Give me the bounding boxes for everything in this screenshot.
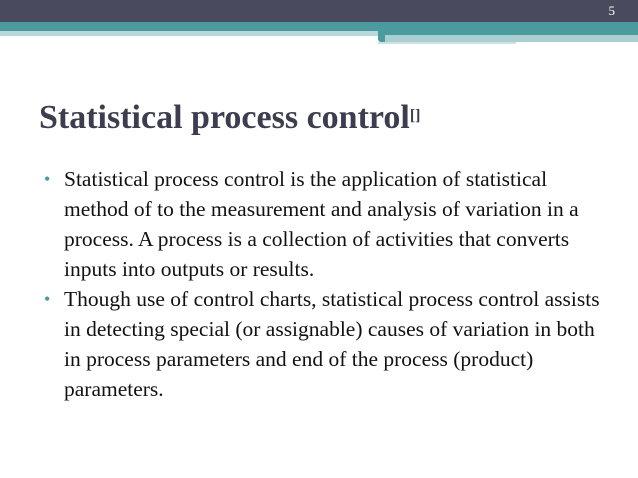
bullet-marker-icon: • bbox=[44, 169, 51, 189]
bullet-text: Though use of control charts, statistical process control assists in detecting special (or assignable) causes of variation in both in process parameters and end of the process (product) parameters. bbox=[64, 287, 600, 401]
bullet-item bbox=[44, 284, 604, 404]
bullet-list bbox=[44, 164, 604, 404]
slide-title bbox=[39, 98, 420, 138]
bullet-item bbox=[44, 164, 604, 284]
page-number: 5 bbox=[608, 3, 615, 18]
header-band-dark bbox=[0, 0, 638, 22]
bullet-text: Statistical process control is the application of statistical method of to the measurement and analysis of variation in a process. A process is a collection of activities that converts inputs into outputs or results. bbox=[64, 167, 579, 281]
title-superscript: [] bbox=[409, 107, 421, 124]
bullet-marker-icon: • bbox=[44, 289, 51, 309]
header-accent-line bbox=[378, 42, 516, 44]
slide-title-text: Statistical process control bbox=[39, 99, 410, 136]
header-accent-block-light bbox=[385, 35, 638, 42]
